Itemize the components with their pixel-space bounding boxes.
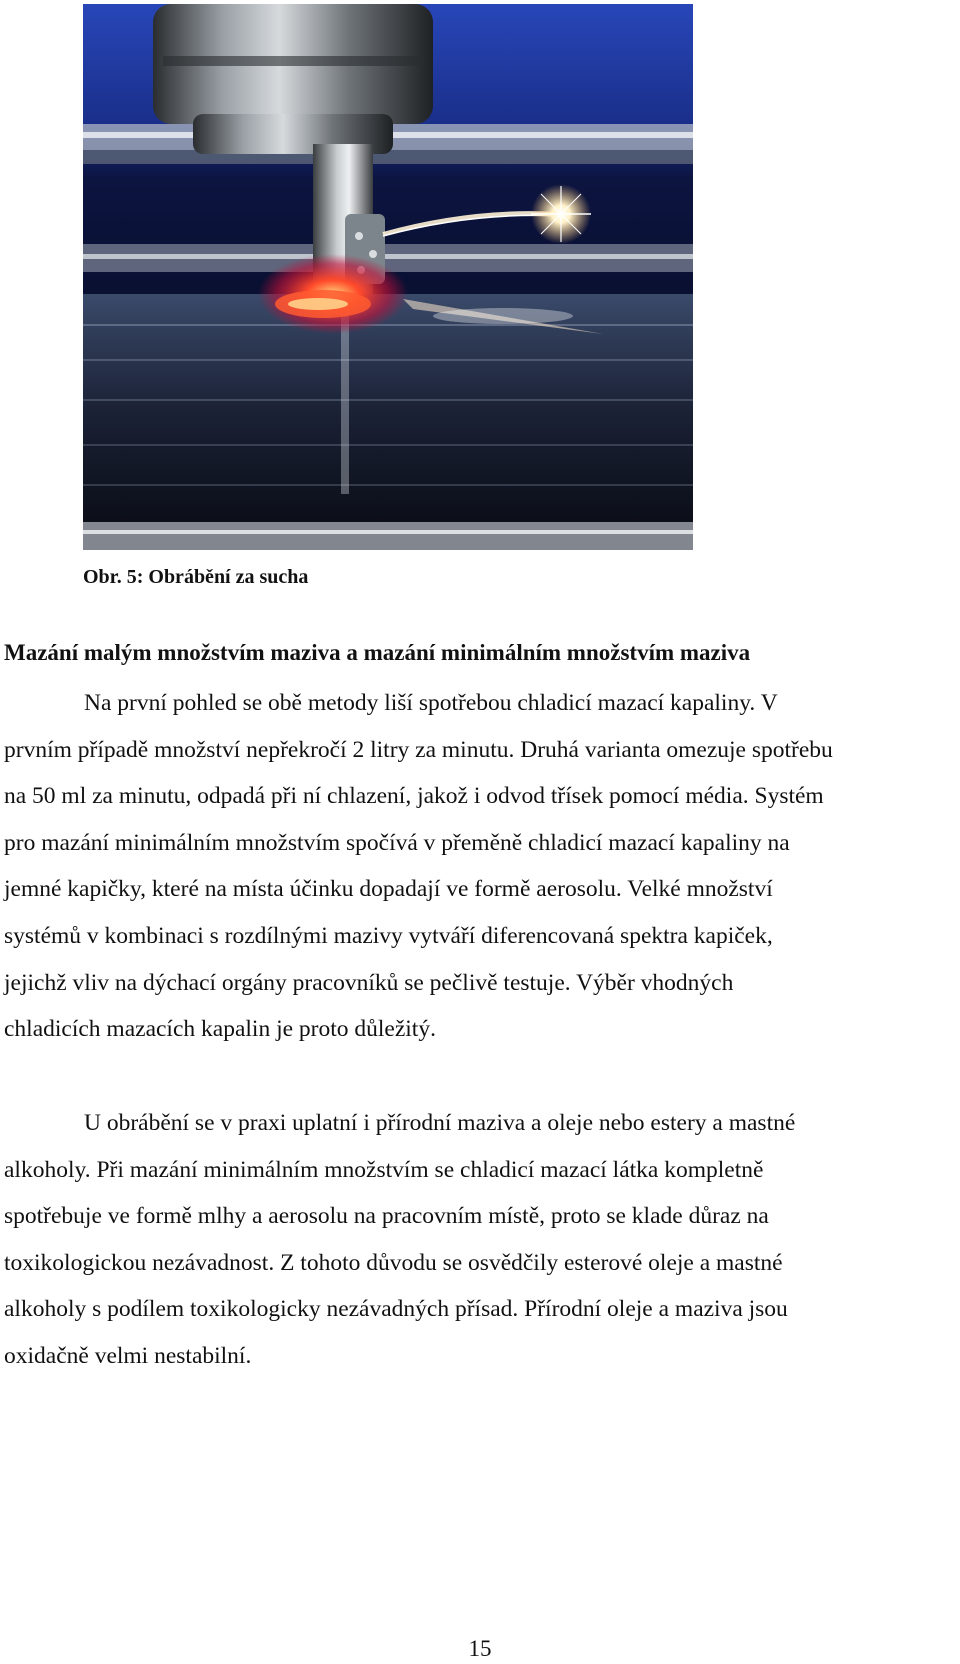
machining-photo-graphic	[83, 4, 693, 550]
paragraph-line: pro mazání minimálním množstvím spočívá v přeměně chladicí mazací kapaliny na	[4, 829, 790, 856]
paragraph-line: alkoholy. Při mazání minimálním množstvím se chladicí mazací látka kompletně	[4, 1156, 764, 1183]
paragraph-line: alkoholy s podílem toxikologicky nezávadných přísad. Přírodní oleje a maziva jsou	[4, 1296, 788, 1323]
page-number: 15	[468, 1636, 492, 1661]
paragraph-line: toxikologickou nezávadnost. Z tohoto důvodu se osvědčily esterové oleje a mastné	[4, 1249, 783, 1276]
paragraph-line: na 50 ml za minutu, odpadá při ní chlazení, jakož i odvod třísek pomocí média. Systém	[4, 783, 824, 810]
machining-photo	[83, 4, 693, 550]
paragraph-line: oxidačně velmi nestabilní.	[4, 1342, 252, 1369]
paragraph-line: systémů v kombinaci s rozdílnými mazivy vytváří diferencovaná spektra kapiček,	[4, 922, 773, 949]
figure-caption: Obr. 5: Obrábění za sucha	[83, 566, 309, 588]
paragraph-line: jemné kapičky, které na místa účinku dopadají ve formě aerosolu. Velké množství	[4, 876, 773, 903]
paragraph-line: spotřebuje ve formě mlhy a aerosolu na pracovním místě, proto se klade důraz na	[4, 1203, 769, 1230]
paragraph-1	[4, 680, 956, 1053]
paragraph-line: prvním případě množství nepřekročí 2 litry za minutu. Druhá varianta omezuje spotřebu	[4, 736, 833, 763]
paragraph-line: U obrábění se v praxi uplatní i přírodní maziva a oleje nebo estery a mastné	[84, 1110, 796, 1136]
paragraph-line: chladicích mazacích kapalin je proto důležitý.	[4, 1016, 436, 1043]
paragraph-2	[4, 1100, 956, 1380]
paragraph-line: Na první pohled se obě metody liší spotřebou chladicí mazací kapaliny. V	[84, 690, 778, 716]
section-heading: Mazání malým množstvím maziva a mazání minimálním množstvím maziva	[4, 640, 751, 665]
paragraph-line: jejichž vliv na dýchací orgány pracovníků se pečlivě testuje. Výběr vhodných	[4, 969, 734, 996]
